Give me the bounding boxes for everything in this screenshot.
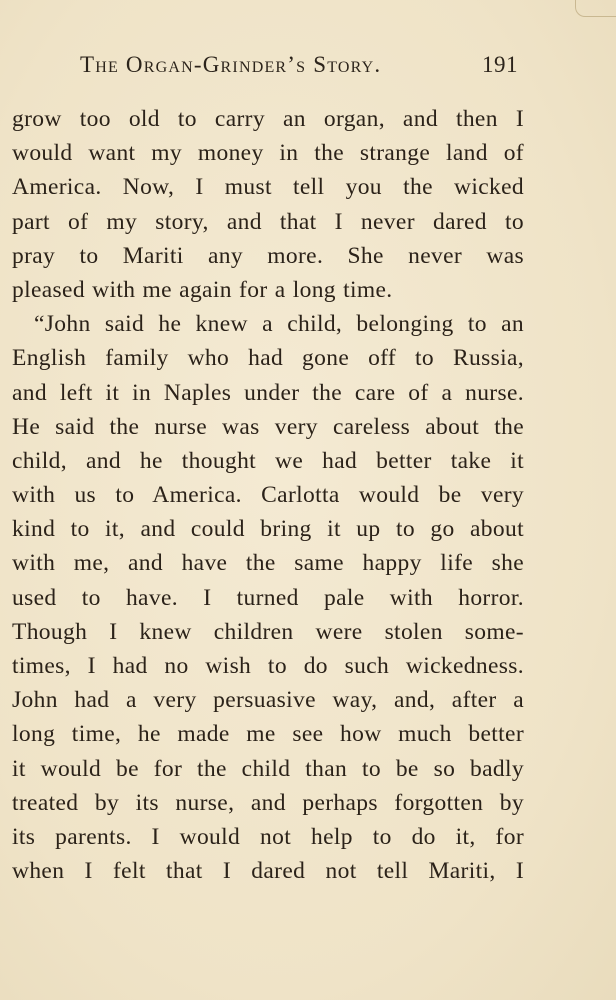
text-line: when I felt that I dared not tell Mariti, I — [12, 858, 524, 885]
text-line: would want my money in the strange land of — [12, 140, 524, 167]
text-line: John had a very persuasive way, and, after a — [12, 687, 524, 714]
text-line: English family who had gone off to Russia, — [12, 345, 524, 372]
text-line: it would be for the child than to be so badly — [12, 755, 524, 782]
text-line: its parents. I would not help to do it, for — [12, 823, 524, 850]
text-line: part of my story, and that I never dared to — [12, 208, 524, 235]
text-line: America. Now, I must tell you the wicked — [12, 174, 524, 201]
text-line: “John said he knew a child, belonging to an — [34, 311, 524, 338]
text-line: with us to America. Carlotta would be very — [12, 482, 524, 509]
page-number: 191 — [482, 52, 518, 77]
text-line: pray to Mariti any more. She never was — [12, 242, 524, 269]
text-line: kind to it, and could bring it up to go about — [12, 516, 524, 543]
text-line: times, I had no wish to do such wickedness. — [12, 653, 524, 679]
text-line: with me, and have the same happy life she — [12, 550, 524, 577]
text-line: treated by its nurse, and perhaps forgotten by — [12, 789, 524, 816]
text-line: long time, he made me see how much better — [12, 721, 524, 748]
text-line: and left it in Naples under the care of a nurse. — [12, 379, 524, 406]
text-line: He said the nurse was very careless about the — [12, 413, 524, 440]
running-head — [80, 52, 530, 82]
text-line: used to have. I turned pale with horror. — [12, 584, 524, 611]
text-line: child, and he thought we had better take it — [12, 447, 524, 474]
page-corner-edge — [575, 0, 616, 17]
text-line: grow too old to carry an organ, and then I — [12, 106, 524, 132]
text-line: Though I knew children were stolen some- — [12, 618, 524, 645]
body-text — [12, 102, 524, 888]
running-title: The Organ-Grinder’s Story. — [80, 52, 382, 77]
text-line: pleased with me again for a long time. — [12, 276, 393, 303]
